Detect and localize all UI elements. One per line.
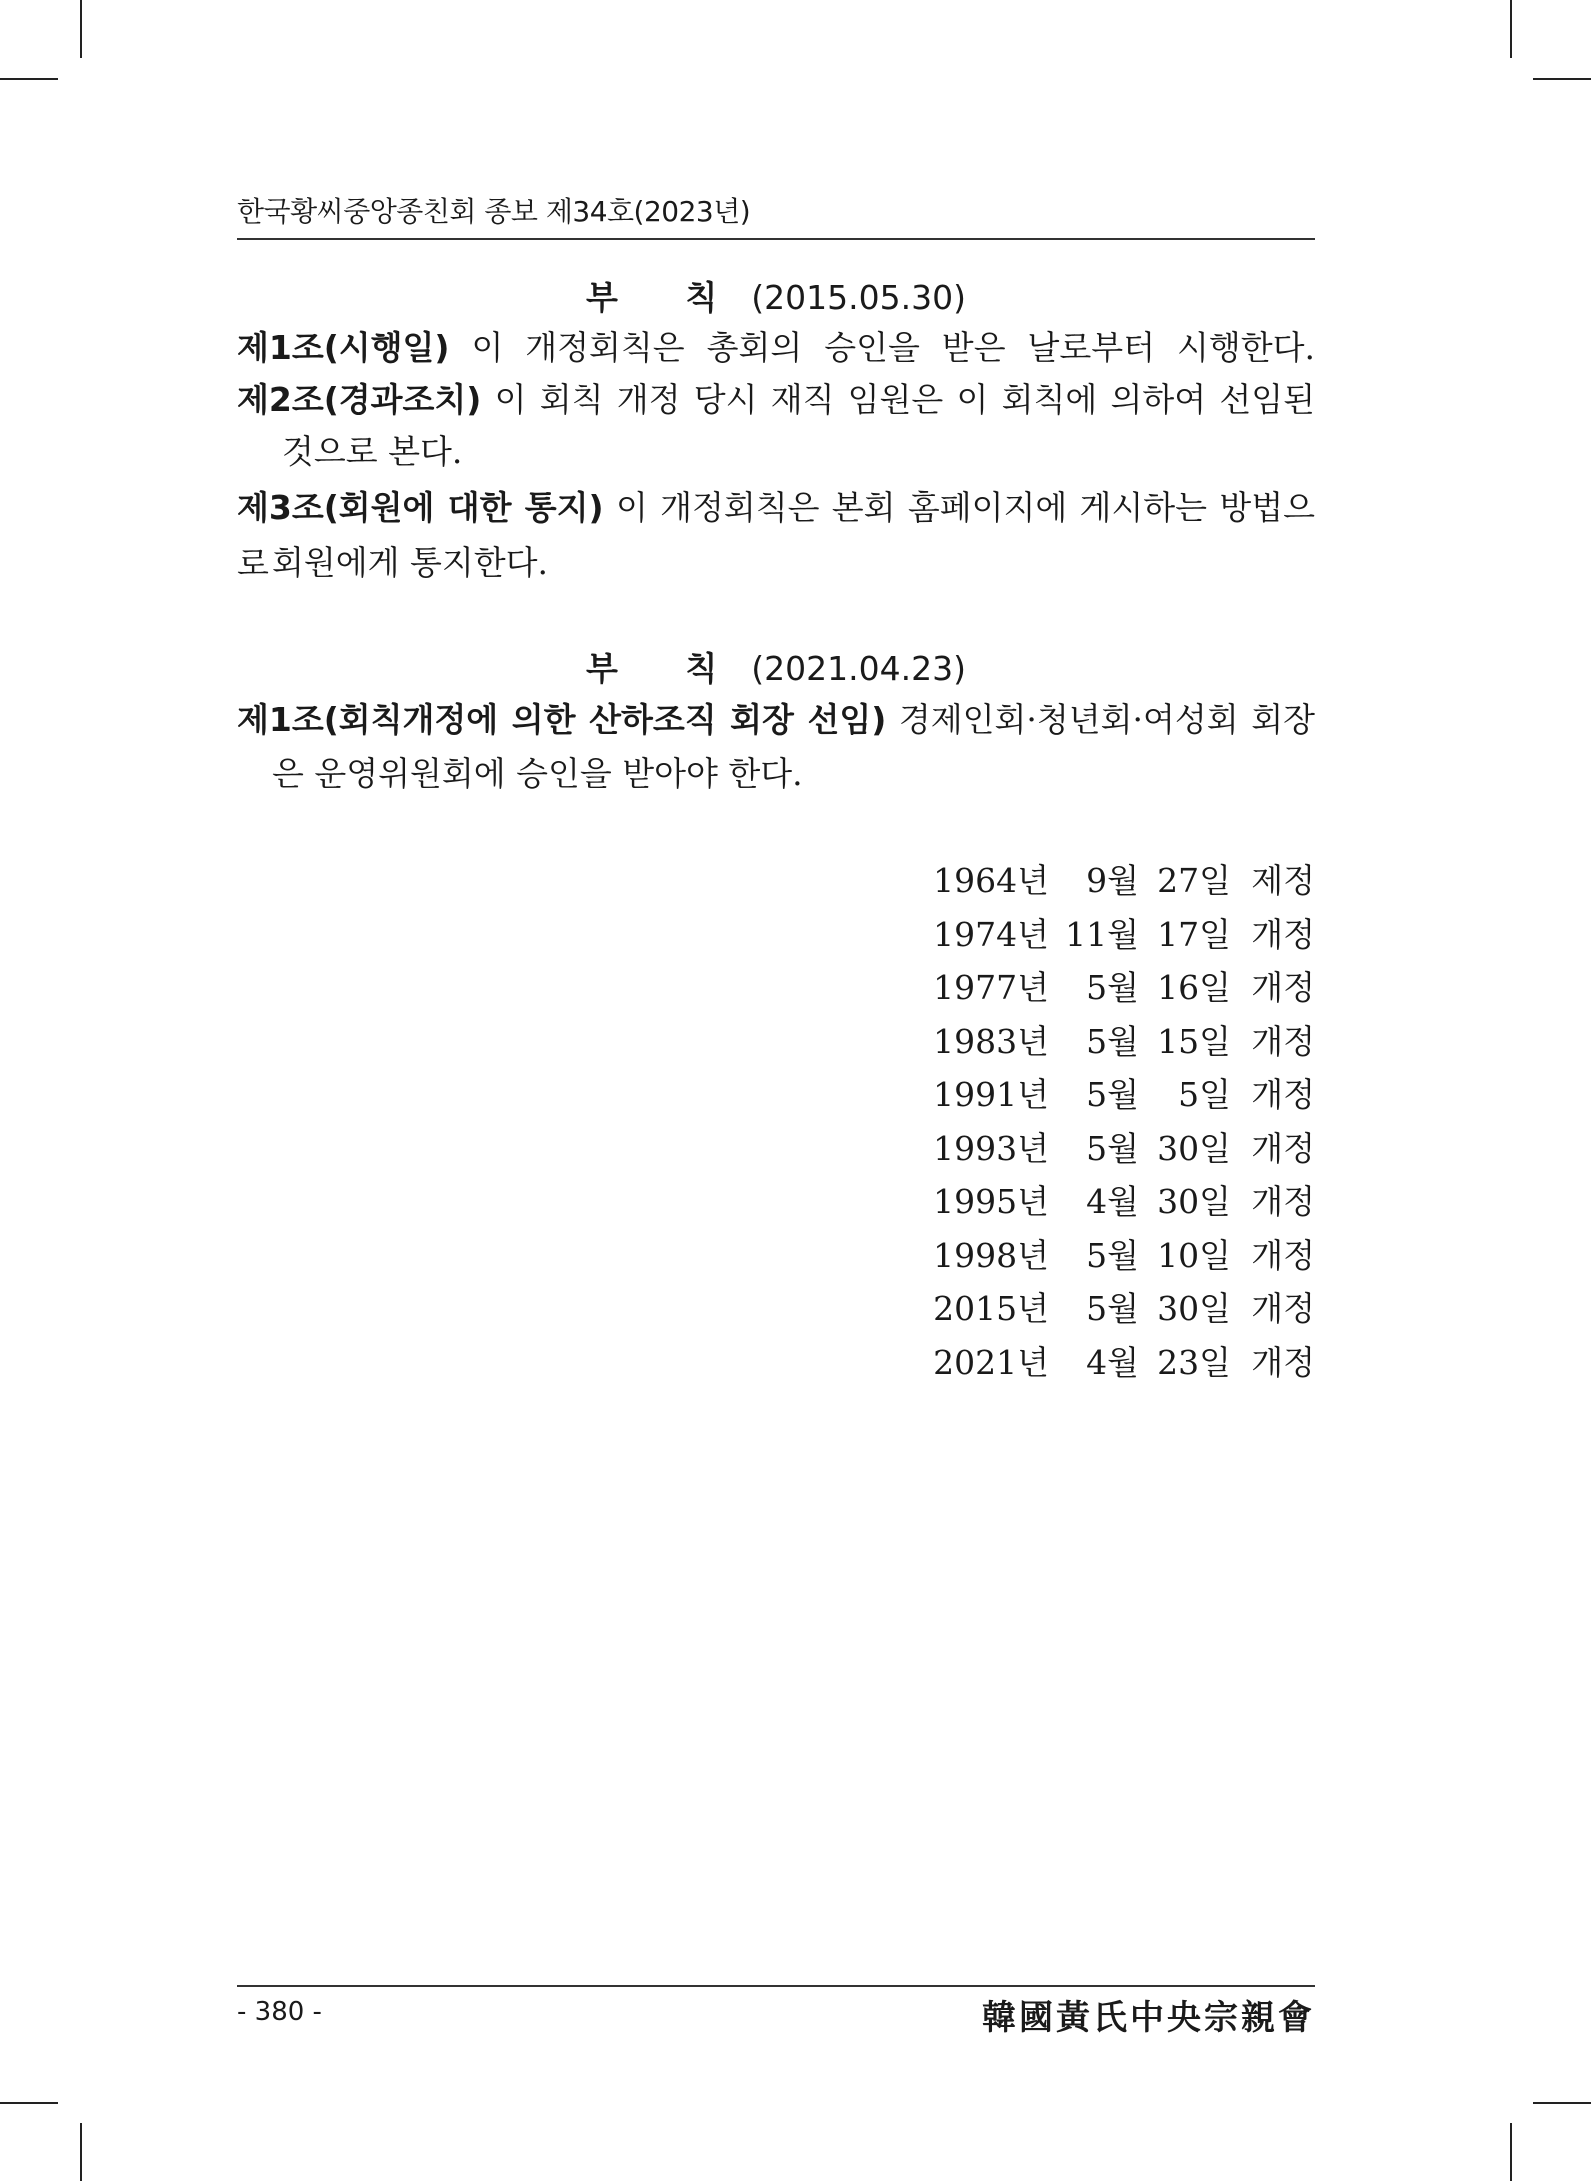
history-type: 개정: [1251, 1128, 1315, 1168]
article: [237, 692, 1315, 748]
history-day: 27일: [1157, 861, 1231, 900]
history-year: 1974년: [933, 914, 1049, 954]
article-continuation: [272, 746, 803, 802]
history-type: 개정: [1251, 1289, 1315, 1328]
history-year: 1995년: [933, 1182, 1049, 1221]
history-month: 4월: [1086, 1342, 1139, 1382]
crop-mark: [1533, 2102, 1591, 2104]
footer-rule: [237, 1985, 1315, 1987]
footer-brand: 韓國黃氏中央宗親會: [982, 1998, 1315, 2038]
article-text: 이 회칙 개정 당시 재직 임원은 이 회칙에 의하여 선임된: [494, 380, 1315, 419]
crop-mark: [0, 2102, 58, 2104]
article-heading: 제1조(회칙개정에 의한 산하조직 회장 선임): [237, 700, 887, 739]
history-year: 1977년: [933, 968, 1049, 1007]
history-month: 4월: [1086, 1182, 1139, 1221]
history-day: 15일: [1157, 1021, 1231, 1061]
history-year: 1998년: [933, 1235, 1049, 1275]
article: [237, 372, 1315, 428]
history-month: 5월: [1086, 1289, 1139, 1328]
history-month: 5월: [1086, 968, 1139, 1007]
article-text: 이 개정회칙은 총회의 승인을 받은 날로부터 시행한다.: [471, 328, 1315, 367]
history-type: 제정: [1251, 861, 1315, 900]
article-text: 경제인회·청년회·여성회 회장: [898, 700, 1315, 739]
article-heading: 제2조(경과조치): [237, 380, 482, 419]
history-day: 16일: [1157, 968, 1231, 1007]
history-type: 개정: [1251, 914, 1315, 954]
article-continuation: [272, 535, 548, 591]
history-year: 2015년: [933, 1289, 1049, 1328]
crop-mark: [1510, 2123, 1512, 2181]
history-month: 9월: [1086, 861, 1139, 900]
history-row: [931, 1016, 1315, 1070]
history-row: [931, 1176, 1315, 1230]
section-title: [237, 272, 1315, 319]
history-day: 17일: [1157, 914, 1231, 954]
running-header: 한국황씨중앙종친회 종보 제34호(2023년): [237, 195, 751, 228]
history-type: 개정: [1251, 968, 1315, 1007]
history-month: 5월: [1086, 1235, 1139, 1275]
article-continuation: [282, 424, 462, 480]
section-title-date: (2021.04.23): [751, 649, 966, 688]
crop-mark: [0, 78, 58, 80]
history-month: 5월: [1086, 1075, 1139, 1114]
history-day: 30일: [1157, 1289, 1231, 1328]
history-day: 30일: [1157, 1128, 1231, 1168]
revision-history: [931, 855, 1315, 1390]
history-row: [931, 855, 1315, 909]
history-row: [931, 1283, 1315, 1337]
article: [237, 320, 1315, 376]
crop-mark: [1533, 78, 1591, 80]
page-number: - 380 -: [237, 1997, 322, 2027]
history-row: [931, 962, 1315, 1016]
article-text: 이 개정회칙은 본회 홈페이지에 게시하는 방법으로: [237, 488, 1315, 583]
history-type: 개정: [1251, 1075, 1315, 1114]
crop-mark: [1510, 0, 1512, 58]
history-year: 1991년: [933, 1075, 1049, 1114]
article-text: 은 운영위원회에 승인을 받아야 한다.: [272, 754, 803, 793]
history-day: 23일: [1157, 1342, 1231, 1382]
section-title: [237, 643, 1315, 690]
history-month: 5월: [1086, 1021, 1139, 1061]
history-type: 개정: [1251, 1021, 1315, 1061]
history-year: 1993년: [933, 1128, 1049, 1168]
crop-mark: [80, 0, 82, 58]
history-row: [931, 1069, 1315, 1123]
history-row: [931, 1123, 1315, 1177]
section-title-date: (2015.05.30): [751, 278, 966, 317]
history-month: 5월: [1086, 1128, 1139, 1168]
crop-mark: [80, 2123, 82, 2181]
history-row: [931, 909, 1315, 963]
history-day: 10일: [1157, 1235, 1231, 1275]
history-month: 11월: [1065, 914, 1139, 954]
article-heading: 제1조(시행일): [237, 328, 450, 367]
header-rule: [237, 238, 1315, 240]
article-text: 회원에게 통지한다.: [272, 543, 549, 582]
history-day: 5일: [1178, 1075, 1231, 1114]
history-year: 1983년: [933, 1021, 1049, 1061]
article-text: 것으로 본다.: [282, 432, 463, 471]
history-type: 개정: [1251, 1342, 1315, 1382]
article-heading: 제3조(회원에 대한 통지): [237, 488, 604, 527]
history-day: 30일: [1157, 1182, 1231, 1221]
section-title-word: 부 칙: [586, 649, 746, 688]
section-title-word: 부 칙: [586, 278, 746, 317]
history-row: [931, 1230, 1315, 1284]
history-row: [931, 1337, 1315, 1391]
history-type: 개정: [1251, 1235, 1315, 1275]
history-year: 2021년: [933, 1342, 1049, 1382]
history-type: 개정: [1251, 1182, 1315, 1221]
history-year: 1964년: [933, 861, 1049, 900]
